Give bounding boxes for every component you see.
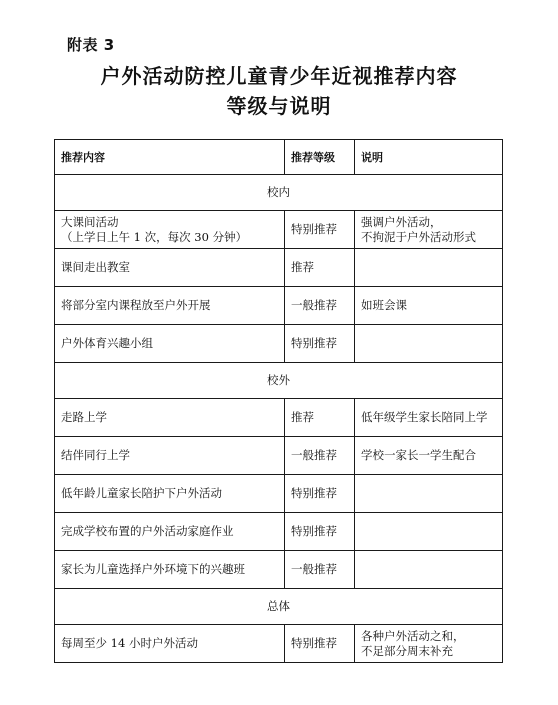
notes-cell bbox=[355, 399, 503, 437]
recommended-content-text: 家长为儿童选择户外环境下的兴趣班 bbox=[61, 562, 245, 576]
section-label: 校外 bbox=[55, 363, 503, 399]
notes-cell bbox=[355, 249, 503, 287]
recommendation-level-cell: 特别推荐 bbox=[285, 625, 355, 663]
recommended-content-text: 低年龄儿童家长陪护下户外活动 bbox=[61, 486, 222, 500]
notes-cell bbox=[355, 211, 503, 249]
recommended-content-text: 将部分室内课程放至户外开展 bbox=[61, 298, 211, 312]
table-row bbox=[55, 551, 503, 589]
recommendation-level-cell: 特别推荐 bbox=[285, 211, 355, 249]
recommendation-level-cell: 特别推荐 bbox=[285, 513, 355, 551]
table-row bbox=[55, 437, 503, 475]
section-label: 总体 bbox=[55, 589, 503, 625]
notes-text: 不足部分周末补充 bbox=[361, 643, 453, 658]
table-header-row bbox=[55, 140, 503, 175]
notes-text: 强调户外活动， bbox=[361, 214, 442, 229]
document-title-line-1: 户外活动防控儿童青少年近视推荐内容 bbox=[100, 64, 458, 88]
notes-text: 如班会课 bbox=[361, 298, 407, 312]
table-row bbox=[55, 249, 503, 287]
notes-cell bbox=[355, 287, 503, 325]
notes-cell bbox=[355, 437, 503, 475]
recommended-content-text: 完成学校布置的户外活动家庭作业 bbox=[61, 524, 234, 538]
notes-cell bbox=[355, 551, 503, 589]
recommendation-level-cell: 特别推荐 bbox=[285, 475, 355, 513]
table-row bbox=[55, 625, 503, 663]
section-row bbox=[55, 363, 503, 399]
recommended-content-cell bbox=[55, 437, 285, 475]
recommended-content-cell bbox=[55, 399, 285, 437]
notes-cell bbox=[355, 513, 503, 551]
recommended-content-text: 走路上学 bbox=[61, 410, 107, 424]
notes-text: 各种户外活动之和， bbox=[361, 628, 465, 643]
recommended-content-text: 课间走出教室 bbox=[61, 260, 130, 274]
notes-cell bbox=[355, 475, 503, 513]
recommendation-level-cell: 特别推荐 bbox=[285, 325, 355, 363]
recommended-content-cell bbox=[55, 551, 285, 589]
table-row bbox=[55, 287, 503, 325]
document-title-line-2: 等级与说明 bbox=[226, 94, 332, 118]
recommendation-level-cell: 一般推荐 bbox=[285, 437, 355, 475]
recommendation-table bbox=[54, 139, 503, 663]
table-row bbox=[55, 325, 503, 363]
section-label: 校内 bbox=[55, 175, 503, 211]
header-notes: 说明 bbox=[355, 140, 503, 175]
table-row bbox=[55, 399, 503, 437]
recommended-content-cell bbox=[55, 513, 285, 551]
recommended-content-text: 结伴同行上学 bbox=[61, 448, 130, 462]
recommended-content-cell bbox=[55, 475, 285, 513]
recommended-content-cell bbox=[55, 249, 285, 287]
recommendation-level-cell: 推荐 bbox=[285, 399, 355, 437]
recommendation-level-cell: 推荐 bbox=[285, 249, 355, 287]
recommended-content-text: 大课间活动 bbox=[61, 214, 119, 229]
notes-cell bbox=[355, 625, 503, 663]
table-row bbox=[55, 211, 503, 249]
section-row bbox=[55, 589, 503, 625]
recommendation-level-cell: 一般推荐 bbox=[285, 551, 355, 589]
table-row bbox=[55, 513, 503, 551]
recommended-content-text: 每周至少 14 小时户外活动 bbox=[61, 636, 198, 650]
header-recommendation-level: 推荐等级 bbox=[285, 140, 355, 175]
notes-cell bbox=[355, 325, 503, 363]
recommended-content-cell bbox=[55, 625, 285, 663]
section-row bbox=[55, 175, 503, 211]
recommended-content-cell bbox=[55, 287, 285, 325]
recommendation-level-cell: 一般推荐 bbox=[285, 287, 355, 325]
recommended-content-text: 户外体育兴趣小组 bbox=[61, 336, 153, 350]
annex-label: 附表 3 bbox=[67, 36, 115, 54]
recommended-content-cell bbox=[55, 211, 285, 249]
notes-text: 不拘泥于户外活动形式 bbox=[361, 229, 476, 244]
notes-text: 低年级学生家长陪同上学 bbox=[361, 410, 488, 424]
notes-text: 学校一家长一学生配合 bbox=[361, 448, 476, 462]
recommended-content-text: （上学日上午 1 次，每次 30 分钟） bbox=[61, 229, 248, 244]
table-row bbox=[55, 475, 503, 513]
recommended-content-cell bbox=[55, 325, 285, 363]
header-recommended-content: 推荐内容 bbox=[55, 140, 285, 175]
